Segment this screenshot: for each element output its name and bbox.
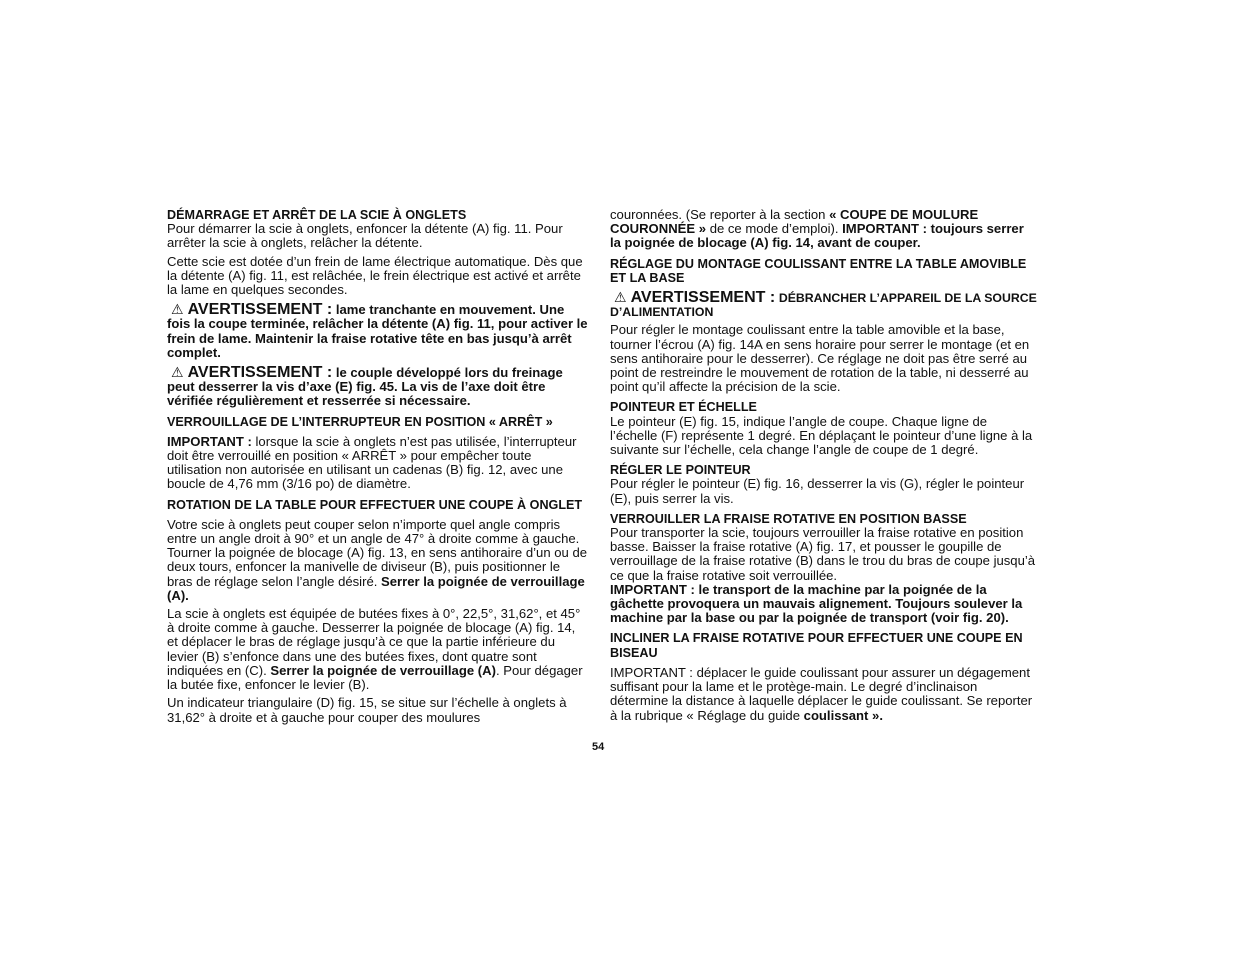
warning-text: DÉBRANCHER L’APPAREIL DE LA SOURCE D’ALIMENTATION (610, 291, 1037, 320)
right-column (610, 208, 1038, 727)
paragraph-text: La scie à onglets est équipée de butées fixes à 0°, 22,5°, 31,62°, et 45° à droite comme à gauche. Desserrer la poignée de blocage (A) fig. 14, et déplacer le bras de réglage jusqu’à ce que la partie inférieure du levier (B) s’enfonce dans une des butées fixes, dont quatre sont indiquées en (C). (167, 606, 581, 678)
left-column (167, 208, 589, 729)
paragraph-brake: Cette scie est dotée d’un frein de lame électrique automatique. Dès que la détente (A) fig. 11, est relâchée, le frein électrique est activé et arrête la lame en quelques secondes. (167, 253, 583, 298)
warning-unplug (610, 290, 1038, 319)
bold-instruction: Serrer la poignée de verrouillage (A) (270, 662, 496, 678)
warning-label: AVERTISSEMENT : (187, 364, 333, 382)
warning-torque (167, 365, 589, 409)
warning-label: AVERTISSEMENT : (630, 289, 776, 307)
warning-triangle-icon: ⚠ (171, 301, 184, 318)
heading-slide-adjust: RÉGLAGE DU MONTAGE COULISSANT ENTRE LA TABLE AMOVIBLE ET LA BASE (610, 256, 1027, 285)
important-label: IMPORTANT : (167, 433, 252, 449)
paragraph-text: . Pour dégager la butée fixe, enfoncer le levier (B). (167, 662, 583, 693)
paragraph-text: de ce mode d’emploi). (709, 221, 839, 237)
bold-instruction: Serrer la poignée de verrouillage (A). (167, 573, 585, 603)
paragraph-text: IMPORTANT : déplacer le guide coulissant pour assurer un dégagement suffisant pour la lame et le protège-main. Le degré d’inclinaison détermine la distance à laquelle déplacer le guide coulissant. Se reporter à la rubrique « Réglage du guide (610, 664, 1033, 723)
paragraph-start-stop: Pour démarrer la scie à onglets, enfoncer la détente (A) fig. 11. Pour arrêter la scie à onglets, relâcher la détente. (167, 221, 563, 251)
warning-triangle-icon: ⚠ (614, 289, 627, 306)
warning-text: lame tranchante en mouvement. Une fois la coupe terminée, relâcher la détente (A) fig. 11, pour activer le frein de lame. Maintenir la fraise rotative tête en bas jusqu’à arrêt complet. (167, 302, 588, 360)
paragraph-text: Votre scie à onglets peut couper selon n’importe quel angle compris entre un angle droit à 90° et un angle de 47° à droite comme à gauche. Tourner la poignée de blocage (A) fig. 13, en sens antihoraire d’un ou de deux tours, enfoncer la manivelle de diviseur (B), puis positionner le bras de réglage selon l’angle désiré. (167, 516, 588, 589)
heading-adjust-pointer: RÉGLER LE POINTEUR (610, 463, 751, 478)
paragraph-bevel (610, 666, 1038, 723)
paragraph-text: lorsque la scie à onglets n’est pas utilisée, l’interrupteur doit être verrouillé en position « ARRÊT » pour empêcher toute utilisation non autorisée en utilisant un cadenas (B) fig. 12, avec une boucle de 4,76 mm (3/16 po) de diamètre. (167, 433, 577, 492)
paragraph-transport-warning: IMPORTANT : le transport de la machine par la poignée de la gâchette provoquera un mauvais alignement. Toujours soulever la machine par la base ou par la poignée de transport (voir fig. 20). (610, 581, 1023, 626)
bold-reference: « COUPE DE MOULURE COURONNÉE » (610, 207, 979, 237)
page-number: 54 (592, 741, 605, 753)
paragraph-adjust-pointer: Pour régler le pointeur (E) fig. 16, desserrer la vis (G), régler le pointeur (E), puis serrer la vis. (610, 476, 1025, 506)
warning-label: AVERTISSEMENT : (187, 301, 333, 319)
paragraph-table-rotation (167, 518, 589, 603)
bold-text: coulissant ». (803, 707, 883, 723)
heading-table-rotation: ROTATION DE LA TABLE POUR EFFECTUER UNE COUPE À ONGLET (167, 497, 583, 512)
paragraph-text: couronnées. (Se reporter à la section (610, 207, 826, 222)
bold-instruction: IMPORTANT : toujours serrer la poignée de blocage (A) fig. 14, avant de couper. (610, 221, 1024, 251)
paragraph-lock-cutter: Pour transporter la scie, toujours verrouiller la fraise rotative en position basse. Baisser la fraise rotative (A) fig. 17, et pousser le goupille de verrouillage de la fraise rotative (B) dans le trou du bras de coupe jusqu’à ce que la fraise rotative soit verrouillée. (610, 525, 1036, 583)
paragraph-crown-molding (610, 208, 1038, 251)
paragraph-slide-adjust: Pour régler le montage coulissant entre la table amovible et la base, tourner l’écrou (A) fig. 14A en sens horaire pour serrer le montage (et en sens antihoraire pour le desserrer). Ce réglage ne doit pas être serré au point de restreindre le mouvement de rotation de la table, ni desserré au point qu’il affecte la précision de la scie. (610, 322, 1030, 395)
paragraph-switch-lock (167, 435, 589, 492)
heading-start-stop: DÉMARRAGE ET ARRÊT DE LA SCIE À ONGLETS (167, 208, 467, 222)
paragraph-pointer-scale: Le pointeur (E) fig. 15, indique l’angle de coupe. Chaque ligne de l’échelle (F) représente 1 degré. En déplaçant le pointeur d’une ligne à la suivante sur l’échelle, cela change l’angle de coupe de 1 degré. (610, 413, 1033, 458)
heading-pointer-scale: POINTEUR ET ÉCHELLE (610, 400, 757, 415)
heading-bevel: INCLINER LA FRAISE ROTATIVE POUR EFFECTUER UNE COUPE EN BISEAU (610, 631, 1023, 660)
heading-lock-cutter: VERROUILLER LA FRAISE ROTATIVE EN POSITION BASSE (610, 511, 967, 526)
warning-triangle-icon: ⚠ (171, 364, 184, 381)
paragraph-indicator: Un indicateur triangulaire (D) fig. 15, se situe sur l’échelle à onglets à 31,62° à droite et à gauche pour couper des moulures (167, 695, 567, 725)
heading-switch-lock: VERROUILLAGE DE L’INTERRUPTEUR EN POSITION « ARRÊT » (167, 414, 553, 429)
paragraph-fixed-stops (167, 607, 589, 692)
warning-text: le couple développé lors du freinage peut desserrer la vis d’axe (E) fig. 45. La vis de l’axe doit être vérifiée régulièrement et resserrée si nécessaire. (167, 365, 563, 409)
warning-blade (167, 302, 589, 360)
